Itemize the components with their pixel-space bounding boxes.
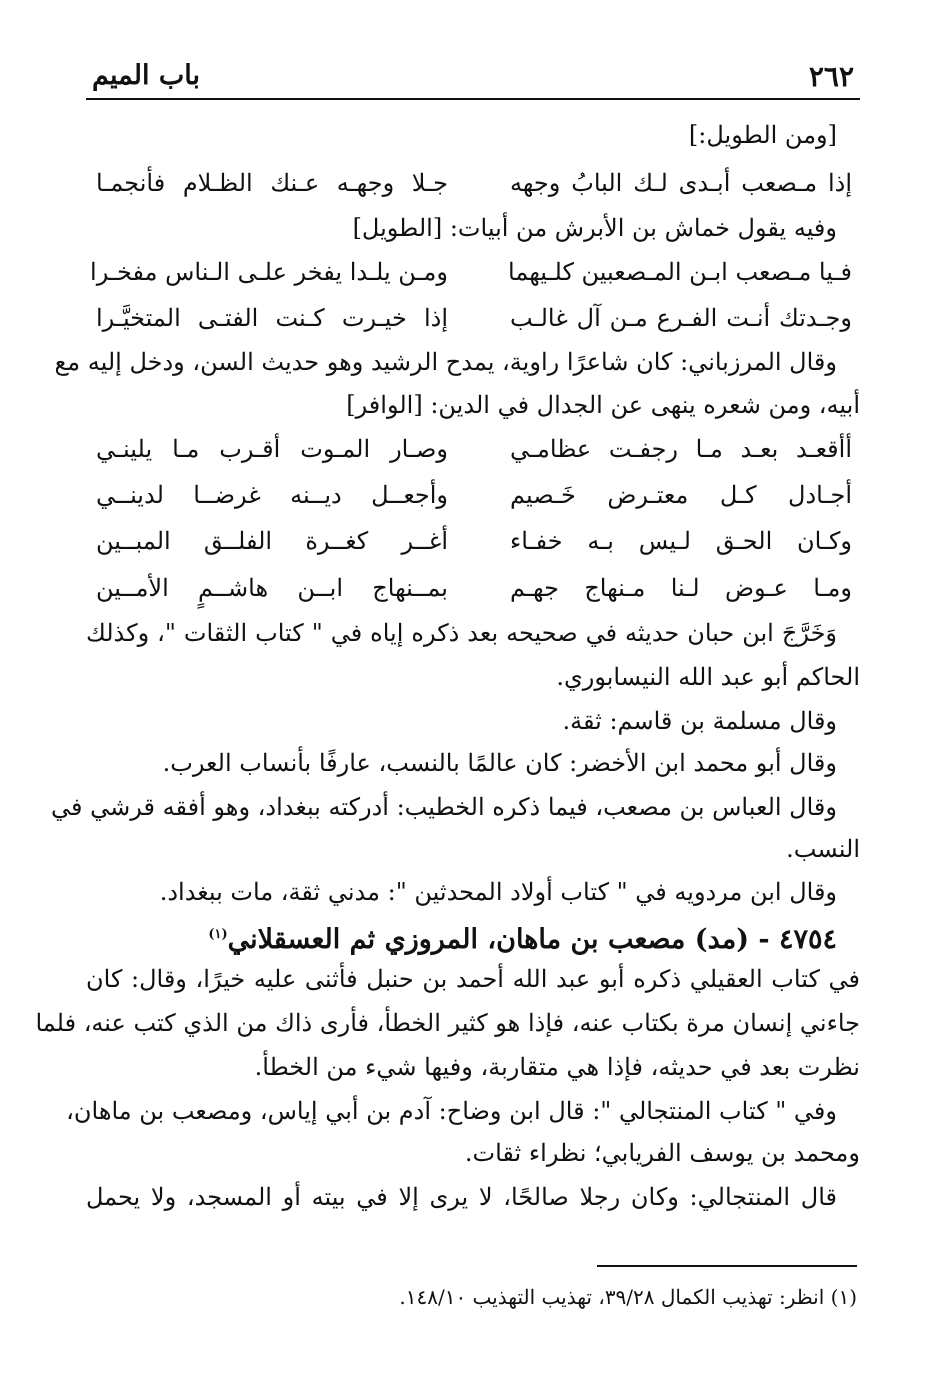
footnote-ref: (١) (208, 927, 228, 942)
verse-line (90, 255, 852, 291)
verse-second-hemistich: وأجعــل ديــنه غرضــا لدينــي (96, 481, 448, 509)
paragraph-line: في كتاب العقيلي ذكره أبو عبد الله أحمد بن حنبل فأثنى عليه خيرًا، وقال: كان (86, 965, 860, 993)
paragraph-line: وقال المرزباني: كان شاعرًا راوية، يمدح الرشيد وهو حديث السن، ودخل إليه مع (54, 348, 837, 376)
verse-second-hemistich: بمــنهاج ابــن هاشــمٍ الأمــين (96, 574, 448, 602)
verse-line (96, 571, 852, 607)
paragraph-line: أبيه، ومن شعره ينهى عن الجدال في الدين: [الوافر] (346, 391, 860, 419)
entry-heading (86, 918, 837, 954)
chapter-title: باب الميم (92, 60, 201, 91)
paragraph-line: وقال ابن مردويه في " كتاب أولاد المحدثين ": مدني ثقة، مات ببغداد. (159, 878, 837, 906)
paragraph-line: وقال مسلمة بن قاسم: ثقة. (562, 707, 837, 735)
page-number: ٢٦٢ (808, 60, 854, 93)
verse-second-hemistich: إذا خيـرت كـنت الفتـى المتخيَّـرا (96, 304, 448, 332)
verse-second-hemistich: أغــر كغــرة الفلــق المبــين (96, 527, 448, 555)
paragraph-line: وقال أبو محمد ابن الأخضر: كان عالمًا بالنسب، عارفًا بأنساب العرب. (162, 749, 837, 777)
paragraph-line: وفيه يقول خماش بن الأبرش من أبيات: [الطويل] (352, 214, 837, 242)
verse-line (96, 301, 852, 337)
entry-heading-text: ٤٧٥٤ - (مد) مصعب بن ماهان، المروزي ثم العسقلاني (227, 924, 837, 955)
paragraph-line: نظرت بعد في حديثه، فإذا هي متقاربة، وفيها شيء من الخطأ. (254, 1053, 860, 1081)
verse-first-hemistich: أجـادل كـل معتـرض خَـصيم (510, 481, 852, 509)
verse-line (96, 524, 852, 560)
paragraph-line: وقال العباس بن مصعب، فيما ذكره الخطيب: أدركته ببغداد، وهو أفقه قرشي في (51, 793, 837, 821)
paragraph-line: ومحمد بن يوسف الفريابي؛ نظراء ثقات. (464, 1139, 860, 1167)
paragraph-line: قال المنتجالي: وكان رجلا صالحًا، لا يرى إلا في بيته أو المسجد، ولا يحمل (86, 1183, 837, 1211)
paragraph-line: وَخَرَّجَ ابن حبان حديثه في صحيحه بعد ذكره إياه في " كتاب الثقات "، وكذلك (86, 619, 837, 647)
verse-first-hemistich: أأقعـد بعـد مـا رجفـت عظامـي (510, 435, 852, 463)
verse-line (96, 166, 852, 202)
footnote-text: (١) انظر: تهذيب الكمال ٣٩/٢٨، تهذيب التهذيب ١٤٨/١٠. (399, 1285, 857, 1309)
paragraph-line: الحاكم أبو عبد الله النيسابوري. (556, 663, 860, 691)
verse-first-hemistich: إذا مـصعب أبـدى لـك البابُ وجهه (510, 169, 852, 197)
paragraph-line: جاءني إنسان مرة بكتاب عنه، فإذا هو كثير الخطأ، فأرى ذاك من الذي كتب عنه، فلما (35, 1009, 860, 1037)
paragraph-line: وفي " كتاب المنتجالي ": قال ابن وضاح: آدم بن أبي إياس، ومصعب بن ماهان، (66, 1097, 837, 1125)
running-header (86, 58, 860, 100)
verse-second-hemistich: ومـن يلـدا يفخر علـى الـناس مفخـرا (90, 258, 448, 286)
verse-first-hemistich: ومـا عـوض لـنا مـنهاج جهـم (510, 574, 852, 602)
verse-first-hemistich: وجـدتك أنـت الفـرع مـن آل غالـب (510, 304, 852, 332)
meter-label: [ومن الطويل:] (688, 121, 837, 149)
paragraph-line: النسب. (786, 835, 860, 863)
verse-line (96, 432, 852, 468)
verse-second-hemistich: جـلا وجهـه عـنك الظـلام فأنجمـا (96, 169, 448, 197)
verse-first-hemistich: وكـان الحـق لـيس بـه خفـاء (510, 527, 852, 555)
footnote-divider (597, 1265, 857, 1267)
verse-second-hemistich: وصـار المـوت أقـرب مـا يلينـي (96, 435, 448, 463)
verse-first-hemistich: فـيا مـصعب ابـن المـصعبين كلـيهما (508, 258, 852, 286)
verse-line (96, 478, 852, 514)
